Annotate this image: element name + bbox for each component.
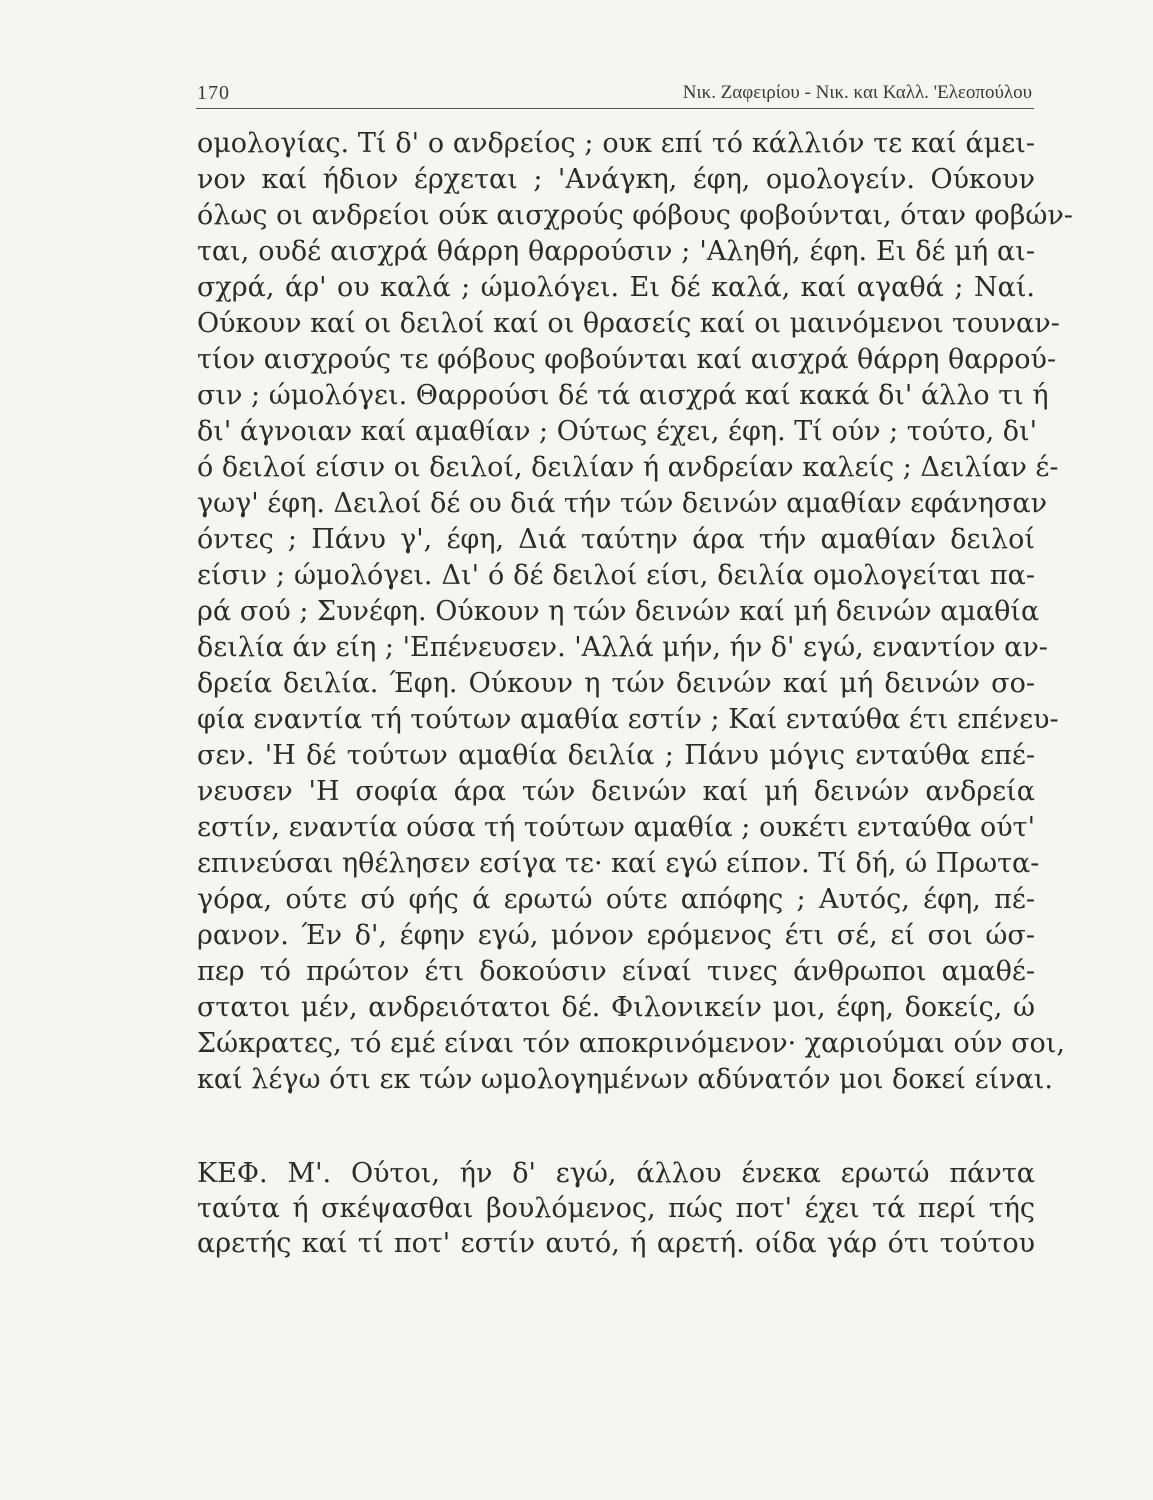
text-line: δειλία άν είη ; 'Επένευσεν. 'Αλλά μήν, ήν δ' εγώ, εναντίον αν-	[197, 632, 1048, 663]
text-line: σχρά, άρ' ου καλά ; ώμολόγει. Ει δέ καλά, καί αγαθά ; Ναί.	[197, 272, 1035, 303]
text-line: τίον αισχρούς τε φόβους φοβούνται καί αισχρά θάρρη θαρρού-	[197, 344, 1057, 375]
text-body	[197, 126, 1073, 1261]
text-line: ται, ουδέ αισχρά θάρρη θαρρούσιν ; 'Αληθή, έφη. Ει δέ μή αι-	[197, 236, 1035, 267]
text-line: ό δειλοί είσιν οι δειλοί, δειλίαν ή ανδρείαν καλείς ; Δειλίαν έ-	[197, 452, 1059, 483]
text-line: σεν. 'Η δέ τούτων αμαθία δειλία ; Πάνυ μόγις ενταύθα επέ-	[197, 740, 1035, 771]
running-head: Νικ. Ζαφειρίου - Νικ. και Καλλ. 'Ελεοπούλου	[682, 82, 1032, 103]
text-line: καί λέγω ότι εκ τών ωμολογημένων αδύνατόν μοι δοκεί είναι.	[197, 1064, 1053, 1095]
chapter-paragraph	[197, 1156, 1035, 1261]
chapter-line: αρετής καί τί ποτ' εστίν αυτό, ή αρετή. οίδα γάρ ότι τούτου	[197, 1228, 1035, 1259]
text-line: εστίν, εναντία ούσα τή τούτων αμαθία ; ουκέτι ενταύθα ούτ'	[197, 812, 1035, 843]
text-line: όλως οι ανδρείοι ούκ αισχρούς φόβους φοβούνται, όταν φοβών-	[197, 200, 1073, 231]
main-paragraph	[197, 126, 1073, 1098]
text-line: όντες ; Πάνυ γ', έφη, Διά ταύτην άρα τήν αμαθίαν δειλοί	[197, 524, 1035, 555]
paragraph-gap	[197, 1098, 1035, 1156]
text-line: γωγ' έφη. Δειλοί δέ ου διά τήν τών δεινών αμαθίαν εφάνησαν	[197, 488, 1048, 519]
chapter-line: ταύτα ή σκέψασθαι βουλόμενος, πώς ποτ' έχει τά περί τής	[197, 1193, 1035, 1224]
text-line: νον καί ήδιον έρχεται ; 'Ανάγκη, έφη, ομολογείν. Ούκουν	[197, 164, 1035, 195]
text-line: νευσεν 'Η σοφία άρα τών δεινών καί μή δεινών ανδρεία	[197, 776, 1035, 807]
text-line: ρά σού ; Συνέφη. Ούκουν η τών δεινών καί μή δεινών αμαθία	[197, 596, 1040, 627]
text-line: ομολογίας. Τί δ' ο ανδρείος ; ουκ επί τό κάλλιόν τε καί άμει-	[197, 128, 1035, 159]
text-line: δρεία δειλία. Έφη. Ούκουν η τών δεινών καί μή δεινών σο-	[197, 668, 1035, 699]
text-line: επινεύσαι ηθέλησεν εσίγα τε· καί εγώ είπον. Τί δή, ώ Πρωτα-	[197, 848, 1040, 879]
page-number: 170	[197, 82, 230, 104]
chapter-line: ΚΕΦ. Μ'. Ούτοι, ήν δ' εγώ, άλλου ένεκα ερωτώ πάντα	[197, 1158, 1035, 1189]
text-line: δι' άγνοιαν καί αμαθίαν ; Ούτως έχει, έφη. Τί ούν ; τούτο, δι'	[197, 416, 1038, 447]
text-line: στατοι μέν, ανδρειότατοι δέ. Φιλονικείν μοι, έφη, δοκείς, ώ	[197, 992, 1035, 1023]
text-line: ρανον. Έν δ', έφην εγώ, μόνον ερόμενος έτι σέ, εί σοι ώσ-	[197, 920, 1035, 951]
text-line: γόρα, ούτε σύ φής ά ερωτώ ούτε απόφης ; Αυτός, έφη, πέ-	[197, 884, 1035, 915]
text-line: περ τό πρώτον έτι δοκούσιν είναί τινες άνθρωποι αμαθέ-	[197, 956, 1035, 987]
page-header	[197, 62, 1032, 110]
header-rule	[196, 108, 1034, 109]
text-line: είσιν ; ώμολόγει. Δι' ό δέ δειλοί είσι, δειλία ομολογείται πα-	[197, 560, 1035, 591]
text-line: Σώκρατες, τό εμέ είναι τόν αποκρινόμενον· χαριούμαι ούν σοι,	[197, 1028, 1065, 1059]
text-line: Ούκουν καί οι δειλοί καί οι θρασείς καί οι μαινόμενοι τουναν-	[197, 308, 1060, 339]
text-line: φία εναντία τή τούτων αμαθία εστίν ; Καί ενταύθα έτι επένευ-	[197, 704, 1059, 735]
text-line: σιν ; ώμολόγει. Θαρρούσι δέ τά αισχρά καί κακά δι' άλλο τι ή	[197, 380, 1049, 411]
